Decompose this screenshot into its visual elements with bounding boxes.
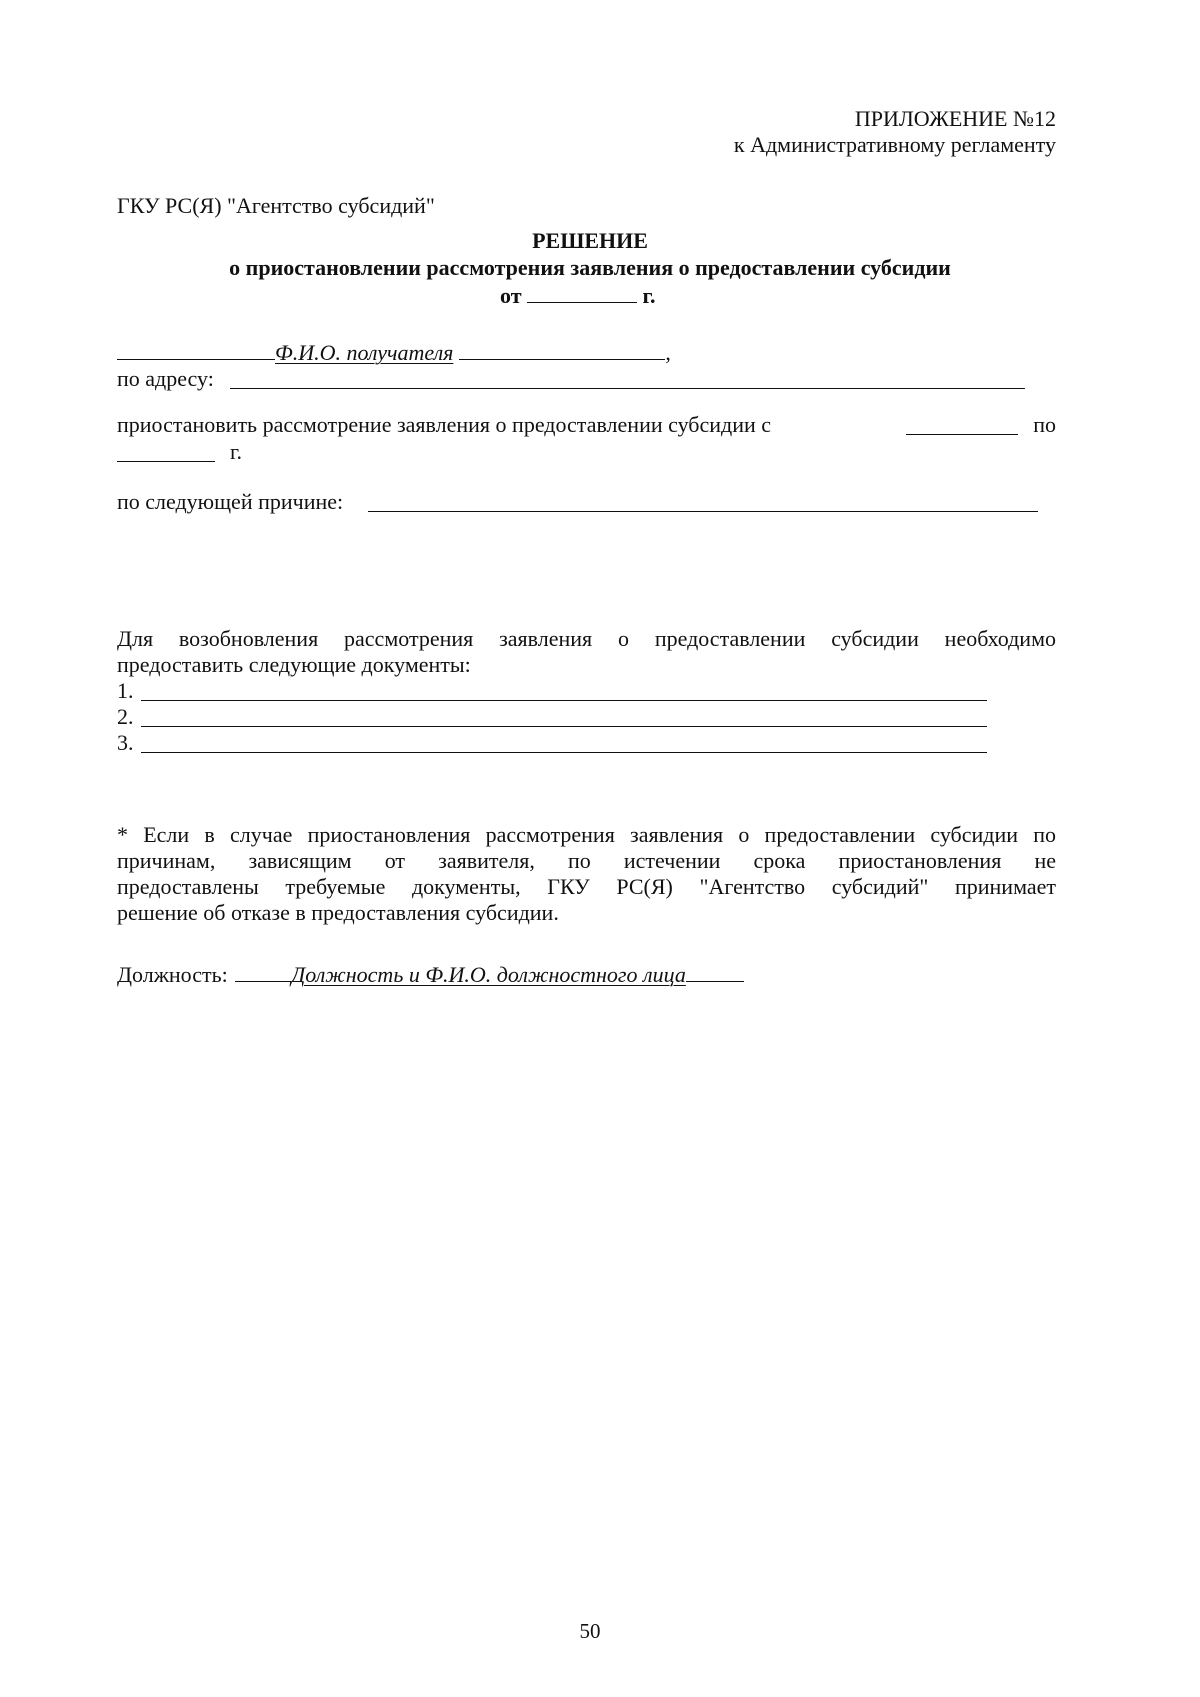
suspend-to-blank[interactable] xyxy=(117,461,215,462)
resume-text-line2: предоставить следующие документы: xyxy=(117,652,471,677)
document-item-number: 2. xyxy=(117,704,134,729)
appendix-title: ПРИЛОЖЕНИЕ №12 xyxy=(854,106,1056,131)
reason-label: по следующей причине: xyxy=(117,489,344,514)
document-title: РЕШЕНИЕ xyxy=(532,228,648,253)
resume-text-line1: Для возобновления рассмотрения заявления о предоставлении субсидии необходимо xyxy=(117,626,1056,651)
document-item-number: 3. xyxy=(117,730,134,755)
date-suffix: г. xyxy=(642,283,656,308)
recipient-blank-left[interactable] xyxy=(117,339,275,360)
document-item-blank[interactable] xyxy=(141,726,987,727)
suspend-year-suffix: г. xyxy=(230,439,243,464)
reason-blank[interactable] xyxy=(368,511,1038,512)
recipient-name-placeholder: Ф.И.О. получателя xyxy=(275,340,454,365)
recipient-comma: , xyxy=(665,340,671,365)
note-line2: причинам, зависящим от заявителя, по истечении срока приостановления не xyxy=(117,848,1056,873)
position-label: Должность: xyxy=(117,962,228,987)
note-line3: предоставлены требуемые документы, ГКУ РС(Я) "Агентство субсидий" принимает xyxy=(117,874,1056,899)
date-line xyxy=(500,282,656,309)
document-subtitle: о приостановлении рассмотрения заявления о предоставлении субсидии xyxy=(229,255,951,280)
date-blank[interactable] xyxy=(527,282,637,303)
address-blank[interactable] xyxy=(230,388,1025,389)
date-prefix: от xyxy=(500,283,522,308)
address-label: по адресу: xyxy=(117,366,214,391)
suspend-text: приостановить рассмотрение заявления о предоставлении субсидии с xyxy=(117,412,772,437)
document-item-number: 1. xyxy=(117,678,134,703)
recipient-line xyxy=(117,339,671,366)
page-number: 50 xyxy=(579,1619,601,1643)
recipient-blank-right[interactable] xyxy=(459,339,665,360)
suspend-from-blank[interactable] xyxy=(906,434,1018,435)
appendix-subtitle: к Административному регламенту xyxy=(733,132,1056,157)
position-placeholder: Должность и Ф.И.О. должностного лица xyxy=(291,962,686,987)
document-item-blank[interactable] xyxy=(141,700,987,701)
position-blank-left[interactable] xyxy=(235,961,291,982)
organization-name: ГКУ РС(Я) "Агентство субсидий" xyxy=(117,193,435,218)
note-line1: * Если в случае приостановления рассмотрения заявления о предоставлении субсидии по xyxy=(117,822,1056,847)
position-line xyxy=(117,961,744,988)
position-blank-right[interactable] xyxy=(686,961,744,982)
note-line4: решение об отказе в предоставления субсидии. xyxy=(117,900,559,925)
suspend-to-word: по xyxy=(1033,412,1056,437)
document-item-blank[interactable] xyxy=(141,752,987,753)
